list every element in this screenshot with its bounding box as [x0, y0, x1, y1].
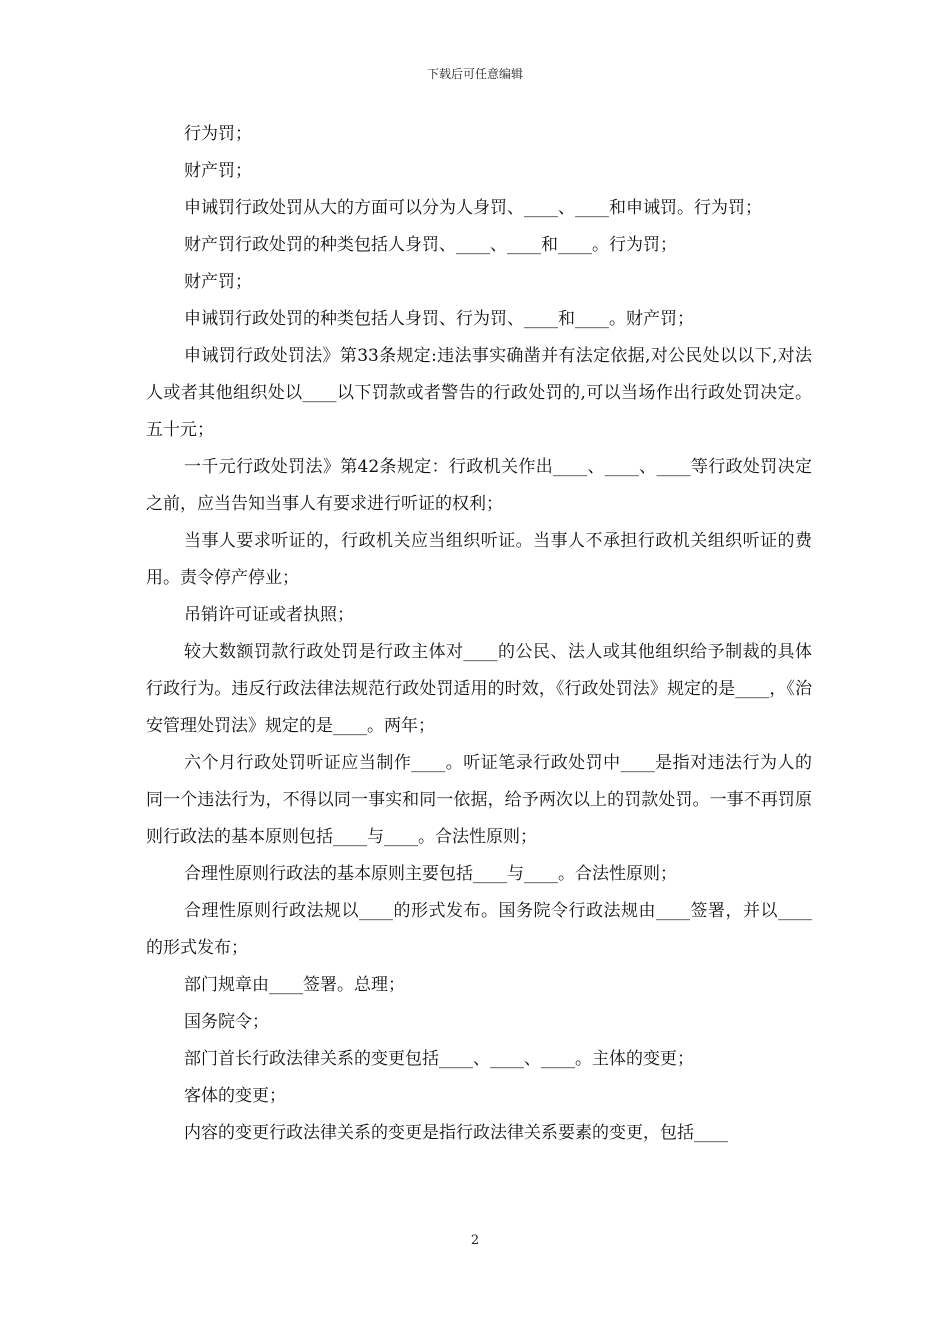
paragraph: 申诫罚行政处罚法》第33条规定:违法事实确凿并有法定依据,对公民处以以下,对法人或者其他组织处以____以下罚款或者警告的行政处罚的,可以当场作出行政处罚决定。五十元；: [146, 346, 812, 440]
paragraph: 合理性原则行政法的基本原则主要包括____与____。合法性原则；: [184, 864, 677, 884]
paragraph: 吊销许可证或者执照；: [184, 605, 354, 625]
paragraph: 财产罚；: [184, 272, 252, 292]
paragraph: 一千元行政处罚法》第42条规定：行政机关作出____、____、____等行政处罚决定之前，应当告知当事人有要求进行听证的权利；: [146, 457, 812, 514]
paragraph: 国务院令；: [184, 1012, 269, 1032]
paragraph: 当事人要求听证的，行政机关应当组织听证。当事人不承担行政机关组织听证的费用。责令停产停业；: [146, 531, 812, 588]
paragraph: 六个月行政处罚听证应当制作____。听证笔录行政处罚中____是指对违法行为人的同一个违法行为，不得以同一事实和同一依据，给予两次以上的罚款处罚。一事不再罚原则行政法的基本原则包括____与____。合法性原则；: [146, 753, 812, 847]
paragraph: 申诫罚行政处罚从大的方面可以分为人身罚、____、____和申诫罚。行为罚；: [184, 198, 762, 218]
paragraph: 内容的变更行政法律关系的变更是指行政法律关系要素的变更，包括____: [184, 1123, 728, 1143]
paragraph: 财产罚行政处罚的种类包括人身罚、____、____和____。行为罚；: [184, 235, 677, 255]
paragraph: 申诫罚行政处罚的种类包括人身罚、行为罚、____和____。财产罚；: [184, 309, 694, 329]
paragraph: 合理性原则行政法规以____的形式发布。国务院令行政法规由____签署，并以____的形式发布；: [146, 901, 812, 958]
paragraph: 部门规章由____签署。总理；: [184, 975, 405, 995]
paragraph: 行为罚；: [184, 124, 252, 144]
paragraph: 较大数额罚款行政处罚是行政主体对____的公民、法人或其他组织给予制裁的具体行政行为。违反行政法律法规范行政处罚适用的时效，《行政处罚法》规定的是____，《治安管理处罚法》规定的是____。两年；: [146, 642, 812, 736]
page-number: 2: [470, 1233, 480, 1248]
document-body: [146, 116, 812, 1152]
paragraph: 财产罚；: [184, 161, 252, 181]
paragraph: 客体的变更；: [184, 1086, 286, 1106]
paragraph: 部门首长行政法律关系的变更包括____、____、____。主体的变更；: [184, 1049, 694, 1069]
page-header: 下载后可任意编辑: [426, 67, 523, 81]
